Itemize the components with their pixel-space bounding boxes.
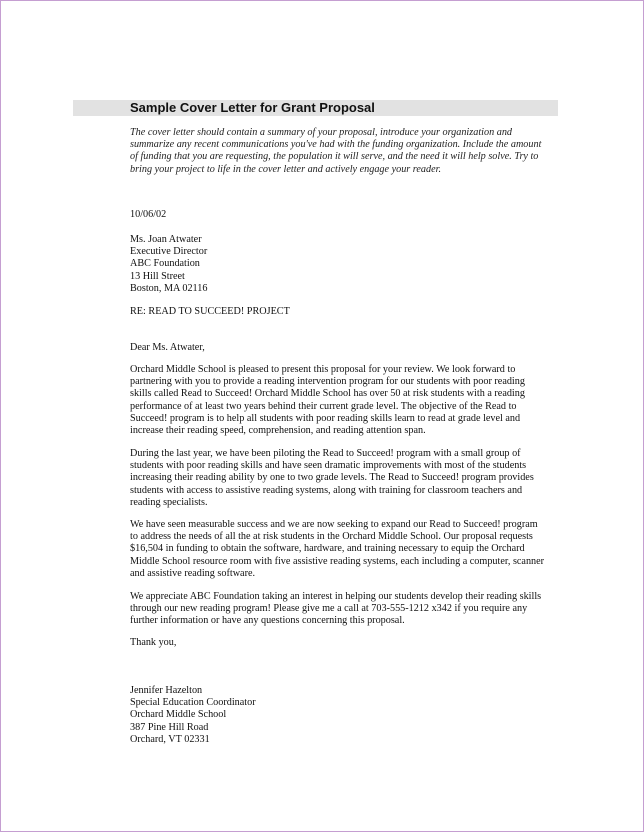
paragraph-3 <box>130 519 544 580</box>
paragraph-1 <box>130 364 525 437</box>
salutation: Dear Ms. Atwater, <box>130 342 205 353</box>
paragraph-2 <box>130 448 534 509</box>
intro-line: The cover letter should contain a summary of your proposal, introduce your organization and <box>130 127 513 138</box>
recipient-line: ABC Foundation <box>130 258 200 270</box>
paragraph-line: through our new reading program! Please give me a call at 703-555-1212 x342 if you require any <box>130 603 528 615</box>
recipient-line: Executive Director <box>130 246 208 258</box>
paragraph-line: increase their reading speed, comprehension, and reading attention span. <box>130 425 426 437</box>
intro-line: bring your project to life in the cover letter and actively engage your reader. <box>130 163 442 175</box>
paragraph-line: We appreciate ABC Foundation taking an interest in helping our students develop their reading skills <box>130 591 542 602</box>
recipient-line: Ms. Joan Atwater <box>130 234 202 245</box>
signature-block <box>130 685 256 746</box>
paragraph-line: performance of at least two years behind their current grade level. The objective of the Read to <box>130 400 517 412</box>
re-line: RE: READ TO SUCCEED! PROJECT <box>130 306 290 317</box>
intro-line: summarize any recent communications you've had with the funding organization. Include the amount <box>130 139 542 151</box>
paragraph-line: and assistive reading software. <box>130 567 256 579</box>
letter-date: 10/06/02 <box>130 209 167 220</box>
signature-line: 387 Pine Hill Road <box>130 721 209 733</box>
paragraph-line: During the last year, we have been piloting the Read to Succeed! program with a small group of <box>130 448 521 459</box>
paragraph-line: Orchard Middle School is pleased to present this proposal for your review. We look forward to <box>130 364 516 375</box>
paragraph-line: $16,504 in funding to obtain the software, hardware, and training necessary to equip the Orchard <box>130 543 525 555</box>
recipient-line: 13 Hill Street <box>130 270 185 282</box>
signature-line: Orchard Middle School <box>130 709 227 721</box>
paragraph-line: Succeed! program is to help all students with poor reading skills learn to read at grade level and <box>130 412 521 424</box>
paragraph-line: reading specialists. <box>130 496 208 508</box>
paragraph-line: skills called Read to Succeed! Orchard Middle School has over 50 at risk students with a reading <box>130 388 525 400</box>
signature-line: Special Education Coordinator <box>130 697 256 709</box>
paragraph-line: to address the needs of all the at risk students in the Orchard Middle School. Our proposal requests <box>130 531 533 543</box>
paragraph-line: increasing their reading ability by one to two grade levels. The Read to Succeed! program provides <box>130 472 534 484</box>
recipient-line: Boston, MA 02116 <box>130 282 208 294</box>
paragraph-line: Middle School resource room with five assistive reading systems, each including a computer, scanner <box>130 555 545 567</box>
paragraph-line: further information or have any questions concerning this proposal. <box>130 615 405 627</box>
recipient-address <box>130 234 207 295</box>
signature-line: Orchard, VT 02331 <box>130 733 210 745</box>
paragraph-line: We have seen measurable success and we are now seeking to expand our Read to Succeed! program <box>130 519 538 530</box>
intro-instructions <box>130 127 550 176</box>
paragraph-line: partnering with you to provide a reading intervention program for our students with poor reading <box>130 376 525 388</box>
paragraph-4 <box>130 591 541 628</box>
signature-line: Jennifer Hazelton <box>130 685 203 696</box>
closing: Thank you, <box>130 637 177 648</box>
document-title: Sample Cover Letter for Grant Proposal <box>130 100 375 115</box>
paragraph-line: students with access to assistive reading systems, along with training for classroom teachers and <box>130 484 523 496</box>
intro-line: of funding that you are requesting, the population it will serve, and the need it will help solve. Try to <box>130 151 539 163</box>
paragraph-line: students with poor reading skills and have seen dramatic improvements with most of the students <box>130 460 527 472</box>
